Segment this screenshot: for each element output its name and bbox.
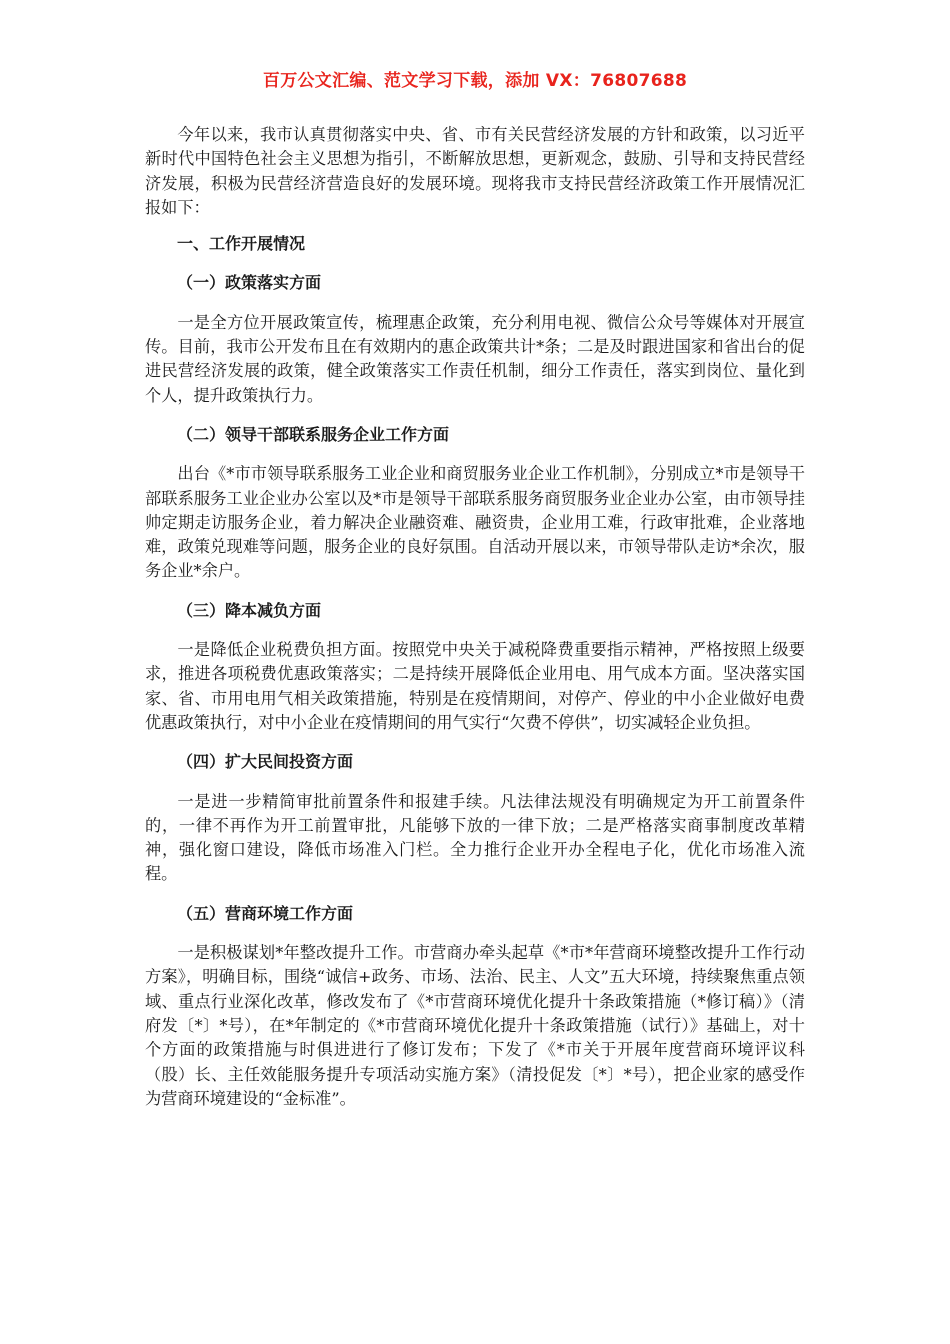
- subsection-body-2: 出台《*市市领导联系服务工业企业和商贸服务业企业工作机制》，分别成立*市是领导干部联系服务工业企业办公室以及*市是领导干部联系服务商贸服务业企业办公室，由市领导挂帅定期走访服务企业，着力解决企业融资难、融资贵，企业用工难，行政审批难，企业落地难，政策兑现难等问题，服务企业的良好氛围。自活动开展以来，市领导带队走访*余次，服务企业*余户。: [145, 464, 805, 581]
- subsection-body-5: 一是积极谋划*年整改提升工作。市营商办牵头起草《*市*年营商环境整改提升工作行动方案》，明确目标，围绕“诚信+政务、市场、法治、民主、人文”五大环境，持续聚焦重点领域、重点行业深化改革，修改发布了《*市营商环境优化提升十条政策措施（*修订稿）》（清府发〔*〕*号），在*年制定的《*市营商环境优化提升十条政策措施（试行）》基础上，对十个方面的政策措施与时俱进进行了修订发布；下发了《*市关于开展年度营商环境评议科（股）长、主任效能服务提升专项活动实施方案》（清投促发〔*〕*号），把企业家的感受作为营商环境建设的“金标准”。: [145, 943, 805, 1108]
- document-body: [145, 123, 805, 1111]
- section-heading: 一、工作开展情况: [177, 234, 306, 254]
- intro-paragraph: 今年以来，我市认真贯彻落实中央、省、市有关民营经济发展的方针和政策，以习近平新时代中国特色社会主义思想为指引，不断解放思想，更新观念，鼓励、引导和支持民营经济发展，积极为民营经济营造良好的发展环境。现将我市支持民营经济政策工作开展情况汇报如下：: [145, 125, 805, 217]
- subsection-title-1: （一）政策落实方面: [177, 273, 322, 293]
- subsection-body-4: 一是进一步精简审批前置条件和报建手续。凡法律法规没有明确规定为开工前置条件的，一律不再作为开工前置审批，凡能够下放的一律下放；二是严格落实商事制度改革精神，强化窗口建设，降低市场准入门栏。全力推行企业开办全程电子化，优化市场准入流程。: [145, 791, 805, 884]
- subsection-title-5: （五）营商环境工作方面: [177, 903, 354, 923]
- subsection-body-1: 一是全方位开展政策宣传，梳理惠企政策，充分利用电视、微信公众号等媒体对开展宣传。目前，我市公开发布且在有效期内的惠企政策共计*条；二是及时跟进国家和省出台的促进民营经济发展的政策，健全政策落实工作责任机制，细分工作责任，落实到岗位、量化到个人，提升政策执行力。: [145, 312, 805, 405]
- subsection-body-3: 一是降低企业税费负担方面。按照党中央关于减税降费重要指示精神，严格按照上级要求，推进各项税费优惠政策落实；二是持续开展降低企业用电、用气成本方面。坚决落实国家、省、市用电用气相关政策措施，特别是在疫情期间，对停产、停业的中小企业做好电费优惠政策执行，对中小企业在疫情期间的用气实行“欠费不停供”，切实减轻企业负担。: [145, 640, 805, 732]
- subsection-title-4: （四）扩大民间投资方面: [177, 752, 354, 772]
- subsection-title-3: （三）降本减负方面: [177, 600, 322, 620]
- download-banner: 百万公文汇编、范文学习下载，添加 VX：76807688: [262, 71, 688, 91]
- subsection-title-2: （二）领导干部联系服务企业工作方面: [177, 424, 450, 444]
